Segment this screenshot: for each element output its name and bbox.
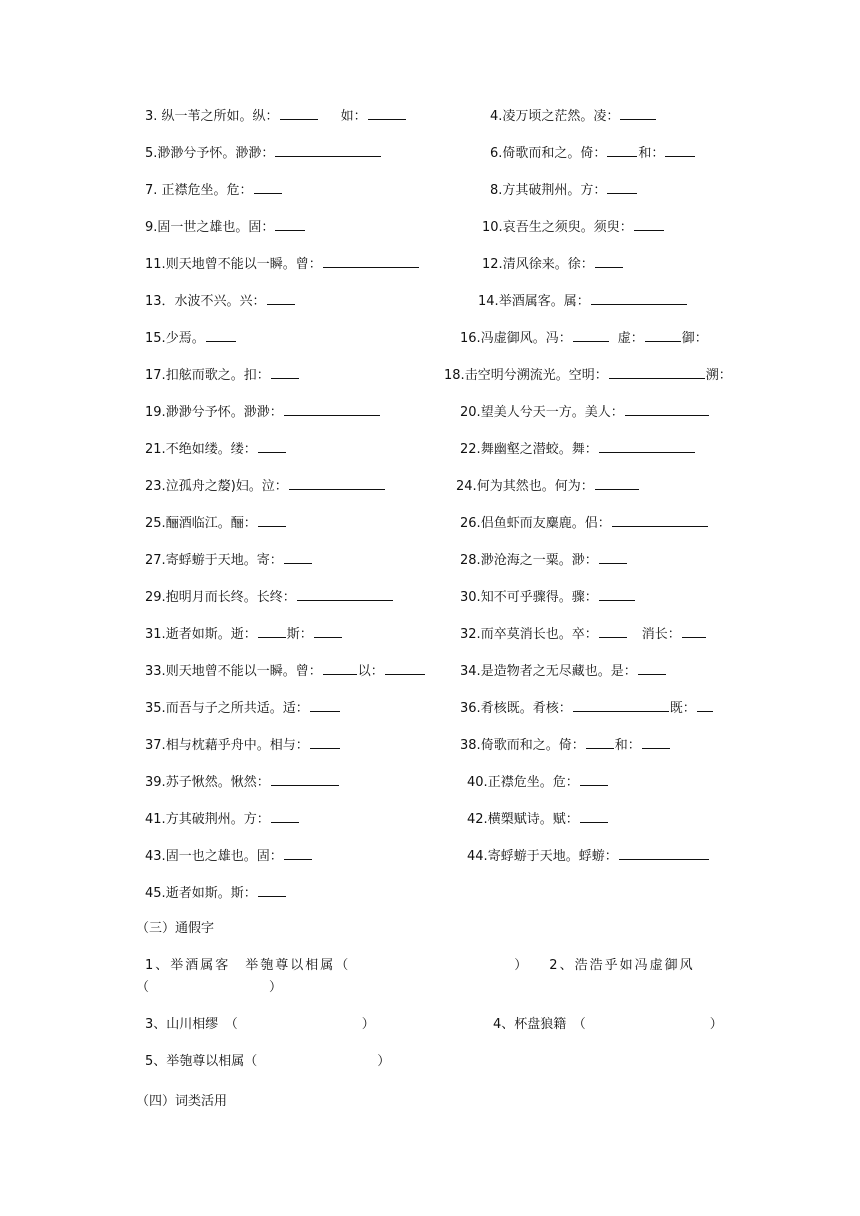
item-number: 37.	[145, 738, 166, 753]
item-number: 15.	[145, 331, 166, 346]
item-number: 16.	[460, 331, 481, 346]
item-question: 渺渺兮予怀。渺渺：	[165, 405, 283, 420]
answer-blank[interactable]	[297, 587, 393, 601]
answer-blank[interactable]	[634, 217, 664, 231]
exercise-28	[460, 550, 628, 570]
answer-blank[interactable]	[280, 106, 318, 120]
exercise-32	[460, 624, 707, 644]
answer-blank[interactable]	[645, 328, 681, 342]
answer-blank[interactable]	[595, 476, 639, 490]
item-text: 1、举酒属客 举匏尊以相属（	[145, 958, 351, 973]
exercise-39	[145, 772, 340, 792]
answer-blank[interactable]	[314, 624, 342, 638]
exercise-11	[145, 254, 420, 274]
item-number: 45.	[145, 886, 166, 901]
answer-blank[interactable]	[573, 698, 669, 712]
answer-blank[interactable]	[599, 439, 695, 453]
item-number: 22.	[460, 442, 481, 457]
item-question: 方其破荆州。方：	[165, 812, 270, 827]
item-question: 正襟危坐。危：	[161, 183, 253, 198]
item-number: 27.	[145, 553, 166, 568]
answer-blank[interactable]	[682, 624, 706, 638]
answer-blank[interactable]	[595, 254, 623, 268]
item-question: 倚歌而和之。倚：	[480, 738, 585, 753]
item-question: 方其破荆州。方：	[502, 183, 607, 198]
answer-blank[interactable]	[642, 735, 670, 749]
exercise-10	[482, 217, 665, 237]
answer-blank[interactable]	[275, 217, 305, 231]
item-text: ）	[709, 1017, 723, 1032]
exercise-43	[145, 846, 313, 866]
exercise-25	[145, 513, 287, 533]
item-question: 寄蜉蝣于天地。蜉蝣：	[487, 849, 618, 864]
item-question: 抱明月而长终。长终：	[165, 590, 296, 605]
item-question: 扣舷而歌之。扣：	[165, 368, 270, 383]
item-question: 舞幽壑之潜蛟。舞：	[480, 442, 598, 457]
answer-blank[interactable]	[267, 291, 295, 305]
item-question: 击空明兮溯流光。空明：	[464, 368, 608, 383]
exercise-26	[460, 513, 709, 533]
item-number: 21.	[145, 442, 166, 457]
answer-blank[interactable]	[591, 291, 687, 305]
item-question: 寄蜉蝣于天地。寄：	[165, 553, 283, 568]
item-question: 苏子愀然。愀然：	[165, 775, 270, 790]
item-text: 4、杯盘狼籍 （	[493, 1017, 586, 1032]
tongjiazi-item-4	[493, 1016, 723, 1034]
exercise-30	[460, 587, 636, 607]
exercise-20	[460, 402, 710, 422]
item-question: 相与枕藉乎舟中。相与：	[165, 738, 309, 753]
exercise-15	[145, 328, 237, 348]
exercise-5	[145, 143, 382, 163]
item-number: 17.	[145, 368, 166, 383]
item-number: 43.	[145, 849, 166, 864]
item-question: 凌万顷之茫然。凌：	[502, 109, 620, 124]
exercise-17	[145, 365, 300, 385]
answer-blank[interactable]	[368, 106, 406, 120]
item-question: 正襟危坐。危：	[487, 775, 579, 790]
item-number: 41.	[145, 812, 166, 827]
item-question: 逝者如斯。斯：	[165, 886, 257, 901]
item-question: 而卒莫消长也。卒：	[480, 627, 598, 642]
item-text: ）	[361, 1017, 375, 1032]
exercise-45	[145, 883, 287, 903]
answer-blank[interactable]	[620, 106, 656, 120]
item-question: 逝者如斯。逝：	[165, 627, 257, 642]
item-question: 倚歌而和之。倚：	[502, 146, 607, 161]
item-question: 横槊赋诗。赋：	[487, 812, 579, 827]
answer-blank[interactable]	[271, 365, 299, 379]
item-question: 酾酒临江。酾：	[165, 516, 257, 531]
exercise-42	[467, 809, 609, 829]
exercise-31	[145, 624, 343, 644]
answer-blank[interactable]	[258, 624, 286, 638]
item-text: ）	[377, 1054, 391, 1069]
item-number: 3.	[145, 109, 158, 124]
exercise-9	[145, 217, 306, 237]
exercise-44	[467, 846, 710, 866]
item-subquestion: 既：	[669, 701, 696, 716]
exercise-41	[145, 809, 300, 829]
item-question: 而吾与子之所共适。适：	[165, 701, 309, 716]
exercise-22	[460, 439, 696, 459]
item-question: 泣孤舟之嫠)妇。泣：	[165, 479, 288, 494]
answer-blank[interactable]	[573, 328, 609, 342]
answer-blank[interactable]	[284, 550, 312, 564]
item-number: 36.	[460, 701, 481, 716]
item-number: 18.	[444, 368, 465, 383]
item-subquestion: 御：	[681, 331, 708, 346]
answer-blank[interactable]	[258, 883, 286, 897]
answer-blank[interactable]	[385, 661, 425, 675]
item-number: 24.	[456, 479, 477, 494]
exercise-7	[145, 180, 283, 200]
item-number: 38.	[460, 738, 481, 753]
item-question: 少焉。	[165, 331, 205, 346]
exercise-27	[145, 550, 313, 570]
answer-blank[interactable]	[275, 143, 381, 157]
answer-blank[interactable]	[206, 328, 236, 342]
answer-blank[interactable]	[310, 698, 340, 712]
item-subquestion: 斯：	[286, 627, 313, 642]
exercise-12	[482, 254, 624, 274]
answer-blank[interactable]	[625, 402, 709, 416]
item-question: 望美人兮天一方。美人：	[480, 405, 624, 420]
exercise-24	[456, 476, 640, 496]
item-subquestion: 消长：	[641, 627, 681, 642]
item-number: 25.	[145, 516, 166, 531]
answer-blank[interactable]	[284, 846, 312, 860]
item-question: 举酒属客。属：	[498, 294, 590, 309]
exercise-36	[460, 698, 714, 718]
item-number: 20.	[460, 405, 481, 420]
item-question: 渺渺兮予怀。渺渺：	[157, 146, 275, 161]
item-number: 9.	[145, 220, 158, 235]
answer-blank[interactable]	[599, 550, 627, 564]
item-question: 不绝如缕。缕：	[165, 442, 257, 457]
item-question: 冯虚御风。冯：	[480, 331, 572, 346]
exercise-37	[145, 735, 341, 755]
item-question: 清风徐来。徐：	[502, 257, 594, 272]
item-text: （	[136, 980, 150, 995]
item-number: 34.	[460, 664, 481, 679]
item-number: 29.	[145, 590, 166, 605]
exercise-16	[460, 328, 708, 348]
answer-blank[interactable]	[271, 809, 299, 823]
item-question: 知不可乎骤得。骤：	[480, 590, 598, 605]
item-number: 13．	[145, 294, 175, 309]
exercise-18	[444, 365, 732, 385]
answer-blank[interactable]	[697, 698, 713, 712]
section-heading-tongjiazi: （三）通假字	[136, 921, 215, 936]
tongjiazi-item-3	[145, 1016, 375, 1034]
item-number: 4.	[490, 109, 503, 124]
exercise-33	[145, 661, 426, 681]
item-number: 32.	[460, 627, 481, 642]
answer-blank[interactable]	[619, 846, 709, 860]
item-number: 6.	[490, 146, 503, 161]
answer-blank[interactable]	[284, 402, 380, 416]
item-question: 肴核既。肴核：	[480, 701, 572, 716]
answer-blank[interactable]	[323, 254, 419, 268]
item-text: 3、山川相缪 （	[145, 1017, 238, 1032]
tongjiazi-item-5	[145, 1053, 390, 1071]
item-number: 40.	[467, 775, 488, 790]
exercise-23	[145, 476, 386, 496]
item-question: 哀吾生之须臾。须臾：	[502, 220, 633, 235]
item-number: 44.	[467, 849, 488, 864]
answer-blank[interactable]	[310, 735, 340, 749]
item-number: 42.	[467, 812, 488, 827]
section-heading-cileihuoyong: （四）词类活用	[136, 1094, 228, 1109]
exercise-3	[145, 106, 407, 126]
answer-blank[interactable]	[323, 661, 357, 675]
answer-blank[interactable]	[599, 624, 627, 638]
exercise-14	[478, 291, 688, 311]
answer-blank[interactable]	[580, 772, 608, 786]
item-number: 5.	[145, 146, 158, 161]
answer-blank[interactable]	[612, 513, 708, 527]
item-subquestion: 和：	[614, 738, 641, 753]
answer-blank[interactable]	[607, 180, 637, 194]
item-question: 是造物者之无尽藏也。是：	[480, 664, 637, 679]
item-question: 固一世之雄也。固：	[157, 220, 275, 235]
item-subquestion: 虚：	[617, 331, 644, 346]
answer-blank[interactable]	[258, 513, 286, 527]
item-number: 14.	[478, 294, 499, 309]
answer-blank[interactable]	[609, 365, 705, 379]
item-number: 31.	[145, 627, 166, 642]
item-text: ）	[514, 958, 530, 973]
exercise-8	[490, 180, 638, 200]
item-question: 固一也之雄也。固：	[165, 849, 283, 864]
item-number: 35.	[145, 701, 166, 716]
item-question: 水波不兴。兴：	[174, 294, 266, 309]
item-number: 26.	[460, 516, 481, 531]
item-number: 12.	[482, 257, 503, 272]
item-subquestion: 溯：	[705, 368, 732, 383]
item-question: 何为其然也。何为：	[476, 479, 594, 494]
item-text: ）	[269, 980, 283, 995]
exercise-40	[467, 772, 609, 792]
answer-blank[interactable]	[258, 439, 286, 453]
item-number: 39.	[145, 775, 166, 790]
exercise-13	[145, 291, 296, 311]
item-question: 则天地曾不能以一瞬。曾：	[165, 664, 322, 679]
item-number: 28.	[460, 553, 481, 568]
answer-blank[interactable]	[580, 809, 608, 823]
exercise-34	[460, 661, 667, 681]
exercise-21	[145, 439, 287, 459]
exercise-19	[145, 402, 381, 422]
tongjiazi-item-2-answer	[136, 979, 282, 997]
answer-blank[interactable]	[665, 143, 695, 157]
item-subquestion: 和：	[638, 146, 665, 161]
answer-blank[interactable]	[638, 661, 666, 675]
item-number: 8.	[490, 183, 503, 198]
item-question: 则天地曾不能以一瞬。曾：	[165, 257, 322, 272]
item-text: 2、浩浩乎如冯虚御风	[549, 958, 695, 973]
item-question: 渺沧海之一粟。渺：	[480, 553, 598, 568]
item-number: 10.	[482, 220, 503, 235]
item-question: 侣鱼虾而友麋鹿。侣：	[480, 516, 611, 531]
answer-blank[interactable]	[599, 587, 635, 601]
item-question: 纵一苇之所如。纵：	[161, 109, 279, 124]
answer-blank[interactable]	[607, 143, 637, 157]
item-number: 23.	[145, 479, 166, 494]
exercise-38	[460, 735, 671, 755]
answer-blank[interactable]	[586, 735, 614, 749]
answer-blank[interactable]	[271, 772, 339, 786]
item-number: 11.	[145, 257, 166, 272]
item-number: 30.	[460, 590, 481, 605]
answer-blank[interactable]	[254, 180, 282, 194]
item-number: 7.	[145, 183, 158, 198]
answer-blank[interactable]	[289, 476, 385, 490]
exercise-29	[145, 587, 394, 607]
tongjiazi-item-1	[145, 957, 695, 975]
item-number: 33.	[145, 664, 166, 679]
exercise-6	[490, 143, 696, 163]
item-subquestion: 如：	[340, 109, 367, 124]
item-number: 19.	[145, 405, 166, 420]
item-text: 5、举匏尊以相属（	[145, 1054, 258, 1069]
exercise-4	[490, 106, 657, 126]
exercise-35	[145, 698, 341, 718]
item-subquestion: 以：	[357, 664, 384, 679]
